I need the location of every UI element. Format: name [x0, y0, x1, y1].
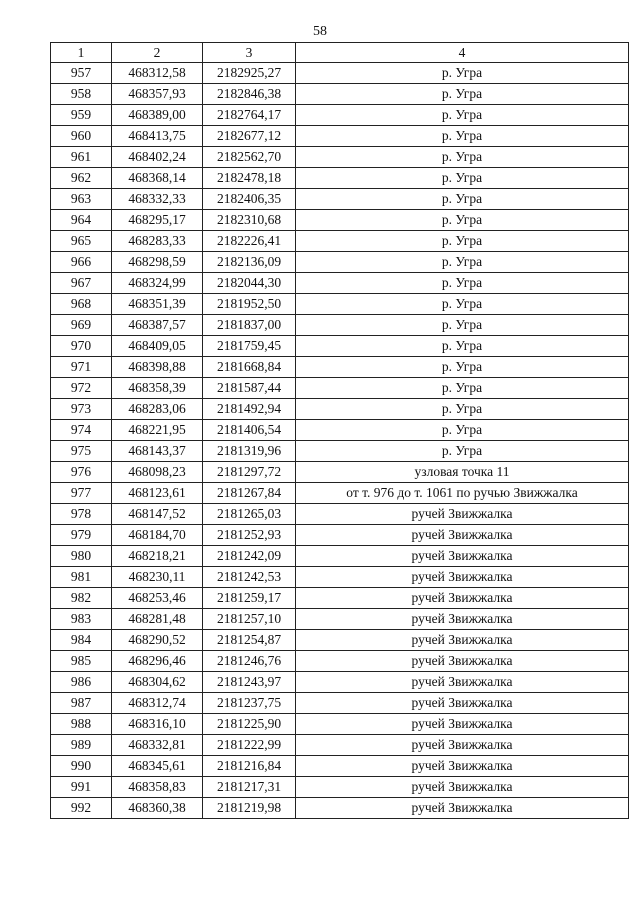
cell-coordinate-y: 2181217,31	[203, 777, 296, 798]
cell-coordinate-x: 468281,48	[112, 609, 203, 630]
cell-point-number: 979	[51, 525, 112, 546]
cell-description: ручей Звижжалка	[296, 525, 629, 546]
cell-point-number: 987	[51, 693, 112, 714]
cell-description: ручей Звижжалка	[296, 672, 629, 693]
table-row	[51, 756, 629, 777]
cell-coordinate-x: 468218,21	[112, 546, 203, 567]
table-row	[51, 168, 629, 189]
cell-description: р. Угра	[296, 357, 629, 378]
cell-coordinate-y: 2181406,54	[203, 420, 296, 441]
cell-coordinate-x: 468358,39	[112, 378, 203, 399]
table-row	[51, 567, 629, 588]
cell-point-number: 959	[51, 105, 112, 126]
cell-description: ручей Звижжалка	[296, 756, 629, 777]
cell-coordinate-x: 468360,38	[112, 798, 203, 819]
cell-description: р. Угра	[296, 168, 629, 189]
cell-coordinate-x: 468098,23	[112, 462, 203, 483]
cell-point-number: 960	[51, 126, 112, 147]
cell-coordinate-x: 468221,95	[112, 420, 203, 441]
cell-description: р. Угра	[296, 378, 629, 399]
cell-coordinate-y: 2181492,94	[203, 399, 296, 420]
cell-coordinate-y: 2181216,84	[203, 756, 296, 777]
cell-point-number: 966	[51, 252, 112, 273]
column-header-description: 4	[296, 43, 629, 63]
cell-coordinate-y: 2181257,10	[203, 609, 296, 630]
cell-point-number: 958	[51, 84, 112, 105]
cell-coordinate-y: 2182925,27	[203, 63, 296, 84]
cell-coordinate-x: 468316,10	[112, 714, 203, 735]
cell-coordinate-y: 2181265,03	[203, 504, 296, 525]
cell-coordinate-y: 2182846,38	[203, 84, 296, 105]
cell-description: р. Угра	[296, 147, 629, 168]
cell-description: ручей Звижжалка	[296, 630, 629, 651]
cell-coordinate-y: 2182677,12	[203, 126, 296, 147]
table-row	[51, 693, 629, 714]
table-row	[51, 777, 629, 798]
table-row	[51, 210, 629, 231]
cell-coordinate-y: 2182764,17	[203, 105, 296, 126]
cell-description: р. Угра	[296, 231, 629, 252]
table-row	[51, 672, 629, 693]
cell-description: р. Угра	[296, 420, 629, 441]
cell-point-number: 977	[51, 483, 112, 504]
table-row	[51, 315, 629, 336]
cell-point-number: 986	[51, 672, 112, 693]
cell-point-number: 982	[51, 588, 112, 609]
cell-coordinate-y: 2182406,35	[203, 189, 296, 210]
cell-coordinate-y: 2181243,97	[203, 672, 296, 693]
cell-coordinate-x: 468298,59	[112, 252, 203, 273]
cell-point-number: 974	[51, 420, 112, 441]
table-row	[51, 378, 629, 399]
cell-point-number: 989	[51, 735, 112, 756]
cell-point-number: 975	[51, 441, 112, 462]
cell-description: р. Угра	[296, 105, 629, 126]
cell-coordinate-y: 2181237,75	[203, 693, 296, 714]
table-row	[51, 504, 629, 525]
cell-coordinate-x: 468368,14	[112, 168, 203, 189]
table-row	[51, 252, 629, 273]
cell-point-number: 991	[51, 777, 112, 798]
cell-coordinate-x: 468324,99	[112, 273, 203, 294]
cell-coordinate-y: 2182136,09	[203, 252, 296, 273]
cell-coordinate-y: 2182226,41	[203, 231, 296, 252]
cell-point-number: 968	[51, 294, 112, 315]
cell-coordinate-x: 468357,93	[112, 84, 203, 105]
cell-coordinate-y: 2181668,84	[203, 357, 296, 378]
coordinates-table	[50, 42, 629, 819]
cell-point-number: 978	[51, 504, 112, 525]
cell-coordinate-y: 2181225,90	[203, 714, 296, 735]
cell-coordinate-y: 2181242,53	[203, 567, 296, 588]
cell-coordinate-y: 2181759,45	[203, 336, 296, 357]
cell-description: р. Угра	[296, 336, 629, 357]
cell-point-number: 965	[51, 231, 112, 252]
table-row	[51, 84, 629, 105]
cell-description: ручей Звижжалка	[296, 546, 629, 567]
cell-description: ручей Звижжалка	[296, 735, 629, 756]
table-row	[51, 651, 629, 672]
table-row	[51, 336, 629, 357]
cell-description: р. Угра	[296, 189, 629, 210]
cell-coordinate-x: 468290,52	[112, 630, 203, 651]
cell-coordinate-y: 2181242,09	[203, 546, 296, 567]
cell-point-number: 970	[51, 336, 112, 357]
cell-description: ручей Звижжалка	[296, 609, 629, 630]
cell-coordinate-y: 2181587,44	[203, 378, 296, 399]
cell-description: ручей Звижжалка	[296, 504, 629, 525]
cell-point-number: 972	[51, 378, 112, 399]
cell-description: ручей Звижжалка	[296, 651, 629, 672]
cell-coordinate-y: 2181252,93	[203, 525, 296, 546]
table-row	[51, 147, 629, 168]
table-row	[51, 63, 629, 84]
cell-point-number: 957	[51, 63, 112, 84]
cell-coordinate-x: 468283,33	[112, 231, 203, 252]
cell-coordinate-x: 468332,33	[112, 189, 203, 210]
cell-point-number: 969	[51, 315, 112, 336]
cell-coordinate-x: 468389,00	[112, 105, 203, 126]
cell-coordinate-y: 2181246,76	[203, 651, 296, 672]
cell-point-number: 963	[51, 189, 112, 210]
cell-coordinate-x: 468409,05	[112, 336, 203, 357]
cell-coordinate-y: 2181952,50	[203, 294, 296, 315]
cell-point-number: 967	[51, 273, 112, 294]
cell-coordinate-x: 468304,62	[112, 672, 203, 693]
cell-coordinate-x: 468358,83	[112, 777, 203, 798]
cell-point-number: 981	[51, 567, 112, 588]
cell-coordinate-x: 468351,39	[112, 294, 203, 315]
table-header-row	[51, 43, 629, 63]
cell-description: ручей Звижжалка	[296, 693, 629, 714]
cell-coordinate-x: 468398,88	[112, 357, 203, 378]
page-number: 58	[313, 24, 327, 39]
table-row	[51, 357, 629, 378]
cell-point-number: 988	[51, 714, 112, 735]
cell-description: р. Угра	[296, 252, 629, 273]
cell-point-number: 964	[51, 210, 112, 231]
cell-coordinate-x: 468312,58	[112, 63, 203, 84]
cell-description: р. Угра	[296, 84, 629, 105]
cell-coordinate-y: 2181254,87	[203, 630, 296, 651]
cell-description: р. Угра	[296, 273, 629, 294]
cell-coordinate-x: 468413,75	[112, 126, 203, 147]
table-row	[51, 735, 629, 756]
cell-coordinate-x: 468123,61	[112, 483, 203, 504]
cell-description: р. Угра	[296, 210, 629, 231]
table-row	[51, 441, 629, 462]
table-row	[51, 294, 629, 315]
table-row	[51, 126, 629, 147]
cell-description: р. Угра	[296, 126, 629, 147]
table-row	[51, 630, 629, 651]
cell-coordinate-x: 468332,81	[112, 735, 203, 756]
cell-coordinate-y: 2181319,96	[203, 441, 296, 462]
cell-description: от т. 976 до т. 1061 по ручью Звижжалка	[296, 483, 629, 504]
cell-point-number: 973	[51, 399, 112, 420]
cell-coordinate-y: 2182478,18	[203, 168, 296, 189]
table-row	[51, 399, 629, 420]
cell-description: ручей Звижжалка	[296, 777, 629, 798]
cell-coordinate-x: 468253,46	[112, 588, 203, 609]
cell-description: р. Угра	[296, 399, 629, 420]
cell-coordinate-y: 2182310,68	[203, 210, 296, 231]
cell-coordinate-x: 468387,57	[112, 315, 203, 336]
table-row	[51, 588, 629, 609]
cell-coordinate-x: 468143,37	[112, 441, 203, 462]
table-row	[51, 609, 629, 630]
cell-description: р. Угра	[296, 63, 629, 84]
table-row	[51, 273, 629, 294]
cell-point-number: 983	[51, 609, 112, 630]
table-row	[51, 546, 629, 567]
cell-coordinate-y: 2181259,17	[203, 588, 296, 609]
cell-description: узловая точка 11	[296, 462, 629, 483]
table-row	[51, 231, 629, 252]
table-row	[51, 420, 629, 441]
cell-coordinate-x: 468147,52	[112, 504, 203, 525]
cell-description: р. Угра	[296, 441, 629, 462]
cell-coordinate-x: 468296,46	[112, 651, 203, 672]
cell-description: р. Угра	[296, 294, 629, 315]
table-row	[51, 105, 629, 126]
cell-coordinate-x: 468230,11	[112, 567, 203, 588]
cell-description: ручей Звижжалка	[296, 714, 629, 735]
cell-point-number: 985	[51, 651, 112, 672]
cell-point-number: 980	[51, 546, 112, 567]
cell-description: ручей Звижжалка	[296, 798, 629, 819]
cell-coordinate-y: 2181219,98	[203, 798, 296, 819]
cell-description: р. Угра	[296, 315, 629, 336]
cell-coordinate-y: 2181297,72	[203, 462, 296, 483]
cell-point-number: 984	[51, 630, 112, 651]
column-header-x: 2	[112, 43, 203, 63]
cell-point-number: 962	[51, 168, 112, 189]
cell-coordinate-x: 468345,61	[112, 756, 203, 777]
cell-point-number: 961	[51, 147, 112, 168]
cell-coordinate-x: 468312,74	[112, 693, 203, 714]
table-row	[51, 483, 629, 504]
cell-coordinate-x: 468184,70	[112, 525, 203, 546]
cell-coordinate-y: 2181222,99	[203, 735, 296, 756]
cell-point-number: 971	[51, 357, 112, 378]
table-row	[51, 189, 629, 210]
column-header-number: 1	[51, 43, 112, 63]
cell-description: ручей Звижжалка	[296, 588, 629, 609]
table-body	[51, 63, 629, 819]
cell-point-number: 992	[51, 798, 112, 819]
column-header-y: 3	[203, 43, 296, 63]
cell-coordinate-y: 2182044,30	[203, 273, 296, 294]
cell-coordinate-x: 468283,06	[112, 399, 203, 420]
table-row	[51, 714, 629, 735]
table-row	[51, 798, 629, 819]
cell-coordinate-y: 2182562,70	[203, 147, 296, 168]
cell-point-number: 990	[51, 756, 112, 777]
cell-coordinate-x: 468402,24	[112, 147, 203, 168]
table-row	[51, 462, 629, 483]
table-row	[51, 525, 629, 546]
cell-coordinate-y: 2181837,00	[203, 315, 296, 336]
cell-point-number: 976	[51, 462, 112, 483]
cell-description: ручей Звижжалка	[296, 567, 629, 588]
cell-coordinate-x: 468295,17	[112, 210, 203, 231]
cell-coordinate-y: 2181267,84	[203, 483, 296, 504]
